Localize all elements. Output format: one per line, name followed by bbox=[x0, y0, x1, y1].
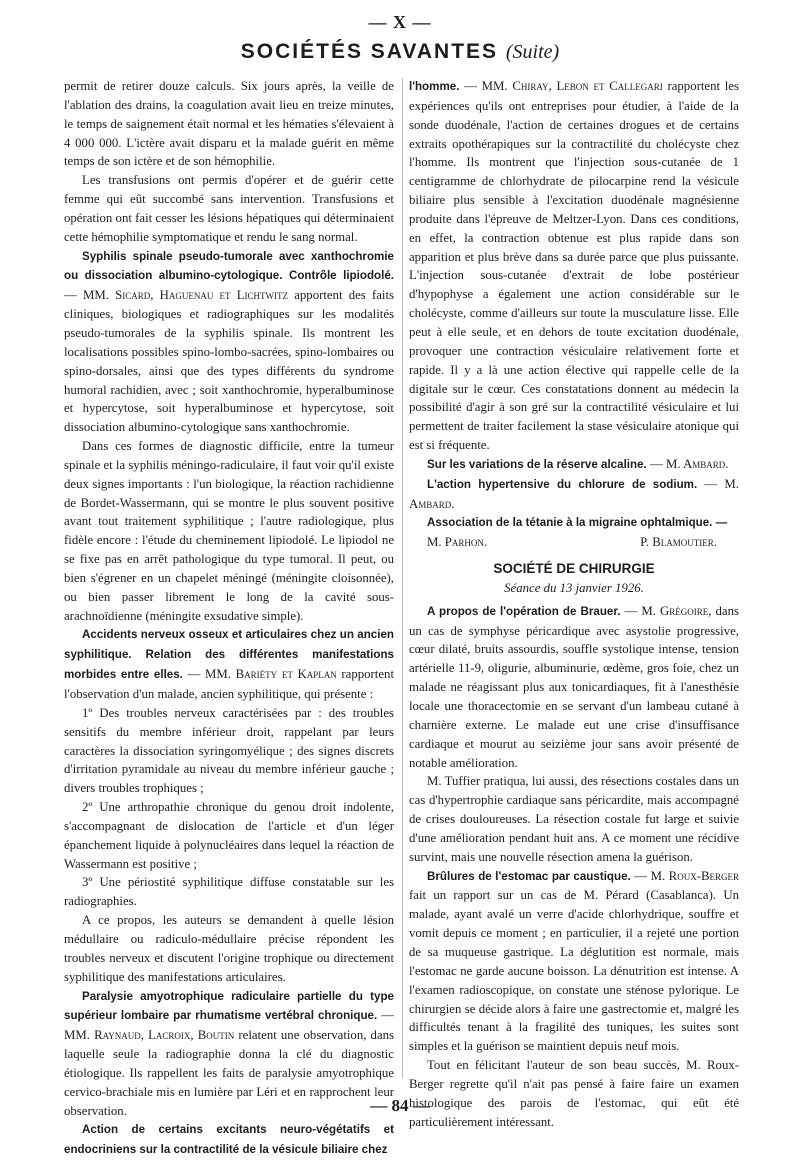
paragraph bbox=[409, 513, 739, 552]
paragraph bbox=[64, 437, 394, 625]
paragraph-authors: MM. Raynaud, Lacroix, Boutin bbox=[64, 1028, 235, 1043]
signature: P. Blamoutier. bbox=[640, 535, 717, 550]
paragraph bbox=[64, 911, 394, 986]
paragraph-authors: M. Ambard. bbox=[409, 476, 739, 511]
paragraph: Paralysie amyotrophique radiculaire partielle du type supérieur lombaire par rhumatisme vertébral chronique. — MM. Raynaud, Lacroix, Boutin relatent une observation, dans laquelle seule la radiographie donna la clé du diagnostic étiologique. Ils rappellent les faits de paralysie amyotrophique cervico-brachiale mis en lumière par Léri et en rapprochent leur observation. bbox=[64, 989, 395, 1118]
paragraph: A propos de l'opération de Brauer. — M. Grégoire, dans un cas de symphyse péricardique avec asystolie progressive, cœur dilaté, bruits assourdis, souffle systolique intense, tension artérielle 11-9, oligurie, albuminurie, œdème, gros foie, chez un malade ne réagissant plus aux tonicardiaques, fit à l'anesthésie locale une thoracectomie en se servant d'un lambeau cutané à charnière externe. Le malade eut une crise d'insuffisance cardiaque et mourut au seizième jour sans avoir présenté de notable amélioration. bbox=[409, 603, 739, 770]
paragraph bbox=[64, 171, 394, 246]
paragraph-title: Paralysie amyotrophique radiculaire partielle du type supérieur lombaire par rhumatisme vertébral chronique. bbox=[64, 989, 394, 1023]
right-column bbox=[409, 77, 739, 1131]
paragraph: Accidents nerveux osseux et articulaires chez un ancien syphilitique. Relation des différentes manifestations morbides entre elles. — MM. Bariéty et Kaplan rapportent l'observation d'un malade, ancien syphilitique, qui présente : bbox=[64, 628, 394, 701]
paragraph-authors: MM. Bariéty et Kaplan bbox=[205, 667, 337, 682]
paragraph: Brûlures de l'estomac par caustique. — M. Roux-Berger fait un rapport sur un cas de M. Pérard (Casablanca). Un malade, ayant avalé un verre d'acide chlorhydrique, souffre et vomit depuis ce moment ; en particulier, il a rejeté une portion de sa muqueuse gastrique. La déglutition est normale, mais l'estomac ne garde aucune boisson. La dénutrition est intense. A l'examen radioscopique, on constate une sténose pylorique. Le chirurgien se décide alors à faire une gastrectomie et, malgré les difficultés tenant à la fragilité des tuniques, les suites sont simples et la guérison se maintient depuis neuf mois. bbox=[409, 868, 739, 1054]
paragraph-title: Action de certains excitants neuro-végétatifs et endocriniens sur la contractilité de la vésicule biliaire chez bbox=[64, 1123, 394, 1157]
paragraph-text: dans un cas de symphyse péricardique avec asystolie progressive, cœur dilaté, bruits assourdis, souffle systolique intense, tension artérielle 11-9, oligurie, albuminurie, œdème, gros foie, chez un malade ne réagissant plus aux tonicardiaques, fit à l'anesthésie locale une thoracectomie en se servant d'un lambeau cutané à charnière externe. Le malade eut une crise d'insuffisance cardiaque et mourut au seizième jour sans avoir présenté de notable amélioration. bbox=[409, 603, 739, 770]
folio: — X — bbox=[368, 12, 432, 32]
paragraph bbox=[64, 77, 394, 171]
paragraph-title: l'homme. bbox=[409, 80, 460, 93]
paragraph-title: Association de la tétanie à la migraine ophtalmique. — bbox=[427, 516, 728, 530]
paragraph-title: Syphilis spinale pseudo-tumorale avec xanthochromie ou dissociation albumino-cytologique. Contrôle lipiodolé. bbox=[64, 249, 394, 283]
paragraph-title: Accidents nerveux osseux et articulaires chez un ancien syphilitique. Relation des différentes manifestations morbides entre elles. bbox=[64, 628, 394, 682]
paragraph-text: rapportent les expériences qu'ils ont entreprises pour étudier, à l'aide de la sonde duodénale, l'action de certaines drogues et de certains extraits opothérapiques sur la contractilité du cholécyste chez l'homme. Ils montrent que l'injection sous-cutanée de 1 centigramme de chlorhydrate de pilocarpine rend la vésicule biliaire plus sensible à l'excitation duodénale magnésienne produite dans l'épreuve de Meltzer-Lyon. Dans ces conditions, en effet, la contraction obtenue est plus rapide dans son apparition et plus brève dans sa durée parce que plus puissante. L'injection sous-cutanée d'extrait de lobe postérieur d'hypophyse a également une action considérable sur le cholécyste, comme d'ailleurs sur toute la musculature lisse. Elle peut à elle seule, et en dehors de toute excitation duodénale, provoquer une contraction vésiculaire relativement forte et rapide. Il y a là une action élective qui rappelle celle de la digitale sur le cœur. Ces constatations donnent au médecin la possibilité d'agir à son gré sur la contractilité vésiculaire et lui permettent de traiter facilement la stase vésiculaire atonique qui est si fréquente. bbox=[409, 79, 739, 453]
paragraph-text: apportent des faits cliniques, biologiques et radiographiques sur les modalités pseudo-tumorales de la syphilis spinale. Ils montrent les localisations possibles spino-lombo-sacrées, spino-lombaires ou spino-dorsales, ainsi que des types différents du syndrome humoral rachidien, avec ; soit xanthochromie, hyperalbuminose et hypercytose, soit hyperalbuminose et hypercytose, soit dissociation albumino-cytologique sans xanthochromie. bbox=[64, 288, 394, 435]
paragraph-authors: M. Grégoire, bbox=[641, 603, 712, 618]
right-column-top bbox=[409, 77, 739, 552]
running-head-title: SOCIÉTÉS SAVANTES bbox=[240, 40, 499, 63]
paragraph bbox=[409, 1056, 739, 1131]
paragraph-authors: M. Parhon. bbox=[427, 535, 488, 550]
paragraph bbox=[64, 798, 394, 873]
running-head-suite: (Suite) bbox=[505, 41, 560, 63]
right-column-bottom bbox=[409, 602, 739, 1132]
paragraph-text: 1º Des troubles nerveux caractérisées par : des troubles sensitifs du membre inférieur droit, rappelant par leurs caractères la dissociation syringomyélique ; des signes discrets d'irritation pyramidale au niveau du membre inférieur gauche ; divers troubles trophiques ; bbox=[64, 705, 394, 796]
paragraph-text: fait un rapport sur un cas de M. Pérard (Casablanca). Un malade, ayant avalé un verre d'acide chlorhydrique, souffre et vomit depuis ce moment ; en particulier, il a rejeté une portion de sa muqueuse gastrique. La déglutition est normale, mais l'estomac ne garde aucune boisson. La dénutrition est intense. A l'examen radioscopique, on constate une sténose pylorique. Le chirurgien se décide alors à faire une gastrectomie et, malgré les difficultés tenant à la fragilité des tuniques, les suites sont simples et la guérison se maintient depuis neuf mois. bbox=[409, 888, 739, 1054]
paragraph: l'homme. — MM. Chiray, Lebon et Callegari rapportent les expériences qu'ils ont entreprises pour étudier, à l'aide de la sonde duodénale, l'action de certaines drogues et de certains extraits opothérapiques sur la contractilité du cholécyste chez l'homme. Ils montrent que l'injection sous-cutanée de 1 centigramme de chlorhydrate de pilocarpine rend la vésicule biliaire plus sensible à l'excitation duodénale magnésienne produite dans l'épreuve de Meltzer-Lyon. Dans ces conditions, en effet, la contraction obtenue est plus rapide dans son apparition et plus brève dans sa durée parce que plus puissante. L'injection sous-cutanée d'extrait de lobe postérieur d'hypophyse a également une action considérable sur le cholécyste, comme d'ailleurs sur toute la musculature lisse. Elle peut à elle seule, et en dehors de toute excitation duodénale, provoquer une contraction vésiculaire relativement forte et rapide. Il y a là une action élective qui rappelle celle de la digitale sur le cœur. Ces constatations donnent au médecin la possibilité d'agir à son gré sur la contractilité vésiculaire et lui permettent de traiter facilement la stase vésiculaire atonique qui est si fréquente. bbox=[409, 79, 739, 453]
paragraph-text: permit de retirer douze calculs. Six jours après, la veille de l'ablation des drains, la coagulation avait lieu en treize minutes, le temps de saignement était normal et les hématies s'élevaient à 4 000 000. L'ictère avait disparu et la malade guérit en même temps de son ictère et de son hémophilie. bbox=[64, 79, 394, 169]
paragraph-authors: MM. Sicard, Haguenau et Lichtwitz bbox=[82, 288, 289, 303]
paragraph: Sur les variations de la réserve alcaline. — M. Ambard. bbox=[427, 456, 729, 471]
column-divider bbox=[402, 78, 403, 1078]
paragraph-authors: MM. Chiray, Lebon et Callegari bbox=[481, 79, 663, 93]
paragraph bbox=[64, 873, 394, 911]
paragraph-text: Dans ces formes de diagnostic difficile, entre la tumeur spinale et la syphilis méningo-radiculaire, il faut voir qu'il existe deux signes importants : l'un biologique, la réaction rachidienne de Bordet-Wassermann, qui se montre le plus souvent positive avant tout traitement syphilitique ; l'autre radiologique, plus fidèle encore : l'étude du cheminement lipiodolé. Le lipiodol ne se fixe pas en arrêt pathologique du type tumoral. Il peut, ou bien s'égrener en un chapelet méningé (méningite cloisonnée), ou bien passer librement le long de la cavité sous-arachnoïdienne (méningite exsudative simple). bbox=[64, 439, 394, 623]
paragraph-text: Les transfusions ont permis d'opérer et de guérir cette femme qui eût succombé sans intervention. Transfusions et opération ont fait cesser les lésions hépatiques qui déterminaient cette hémophilie symptomatique et rendu le sang normal. bbox=[64, 173, 394, 244]
paragraph-title: A propos de l'opération de Brauer. bbox=[427, 604, 621, 618]
paragraph-title: L'action hypertensive du chlorure de sodium. bbox=[427, 477, 698, 491]
paragraph-text: 2º Une arthropathie chronique du genou droit indolente, s'accompagnant de dislocation de l'article et d'un léger épanchement liquide à polynucléaires dans lequel la réaction de Wassermann est positive ; bbox=[64, 800, 394, 871]
paragraph-authors: M. Ambard. bbox=[665, 456, 729, 471]
paragraph: L'action hypertensive du chlorure de sodium. — M. Ambard. bbox=[409, 476, 739, 511]
left-column bbox=[64, 77, 394, 1160]
paragraph-title: Sur les variations de la réserve alcaline. bbox=[427, 457, 647, 471]
paragraph: Syphilis spinale pseudo-tumorale avec xanthochromie ou dissociation albumino-cytologique. Contrôle lipiodolé. — MM. Sicard, Haguenau et Lichtwitz apportent des faits cliniques, biologiques et radiographiques sur les modalités pseudo-tumorales de la syphilis spinale. Ils montrent les localisations possibles spino-lombo-sacrées, spino-lombaires ou spino-dorsales, ainsi que des types différents du syndrome humoral rachidien, avec ; soit xanthochromie, hyperalbuminose et hypercytose, soit hyperalbuminose et hypercytose, soit dissociation albumino-cytologique sans xanthochromie. bbox=[64, 249, 394, 435]
paragraph bbox=[409, 772, 739, 866]
paragraph-text: rapportent l'observation d'un malade, ancien syphilitique, qui présente : bbox=[64, 667, 394, 701]
paragraph bbox=[64, 704, 394, 798]
running-head bbox=[0, 40, 800, 64]
paragraph-title: Brûlures de l'estomac par caustique. bbox=[427, 869, 631, 883]
paragraph bbox=[64, 1120, 394, 1160]
signature-line bbox=[409, 533, 739, 552]
paragraph-text: 3º Une périostité syphilitique diffuse constatable sur les radiographies. bbox=[64, 875, 394, 909]
paragraph-text: Tout en félicitant l'auteur de son beau succès, M. Roux-Berger regrette qu'il n'ait pas pensé à faire faire un examen histologique des parois de l'estomac, qui eût été particulièrement intéressant. bbox=[409, 1058, 739, 1129]
paragraph-text: M. Tuffier pratiqua, lui aussi, des résections costales dans un cas d'hypertrophie cardiaque sans péricardite, mais accompagné de crises douloureuses. La résection costale fut large et suivie d'une amélioration pendant huit ans. A ce moment une récidive survint, mais une nouvelle résection amena la guérison. bbox=[409, 774, 739, 864]
page-number: — 84 — bbox=[370, 1096, 430, 1115]
paragraph-text: A ce propos, les auteurs se demandent à quelle lésion médullaire ou radiculo-médullaire précise répondent les troubles nerveux et discutent l'origine trophique ou directement syphilitique des manifestations articulaires. bbox=[64, 913, 394, 984]
section-heading: SOCIÉTÉ DE CHIRURGIE bbox=[493, 561, 655, 577]
paragraph-authors: M. Roux-Berger bbox=[650, 868, 739, 883]
session-date: Séance du 13 janvier 1926. bbox=[504, 580, 644, 595]
paragraph-text: relatent une observation, dans laquelle seule la radiographie donna la clé du diagnostic étiologique. Ils rappellent les faits de paralysie amyotrophique cervico-brachiale mis en lumière par Léri et en rapprochent leur observation. bbox=[64, 1028, 395, 1118]
